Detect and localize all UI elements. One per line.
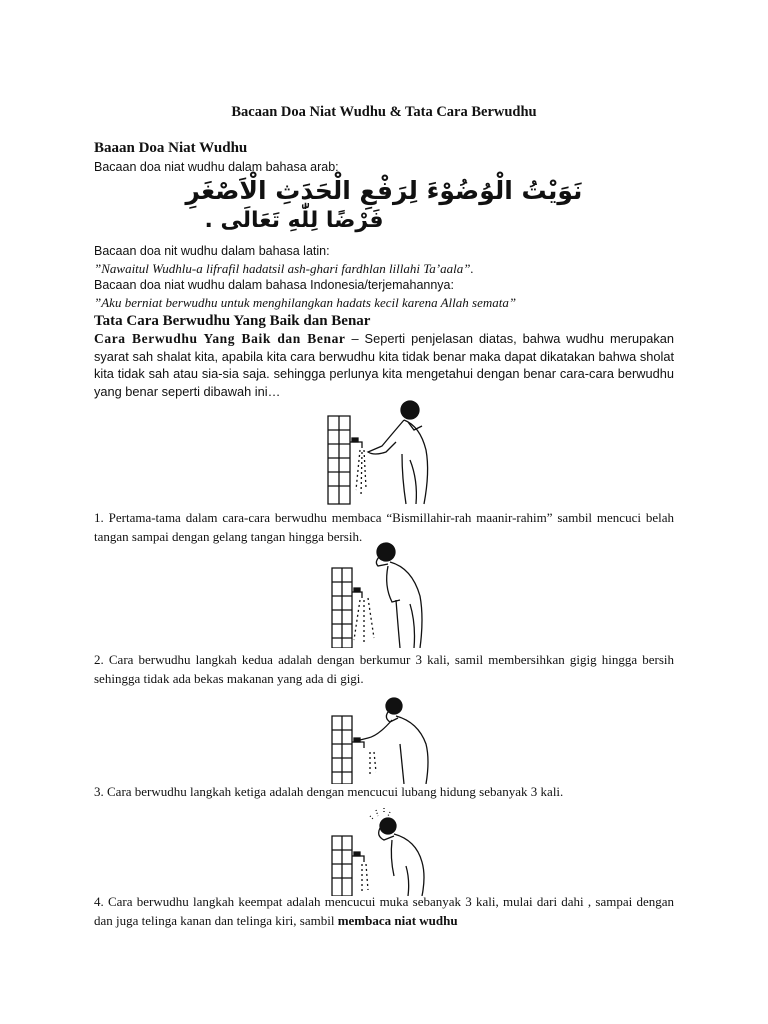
indo-text: ”Aku berniat berwudhu untuk menghilangkan hadats kecil karena Allah semata” xyxy=(94,295,517,310)
intro-lead: Cara Berwudhu Yang Baik dan Benar xyxy=(94,331,346,346)
intro-paragraph xyxy=(94,330,674,400)
step-4-text-bold: membaca niat wudhu xyxy=(337,913,458,928)
indo-label: Bacaan doa niat wudhu dalam bahasa Indonesia/terjemahannya: xyxy=(94,278,454,292)
arab-label: Bacaan doa niat wudhu dalam bahasa arab: xyxy=(94,160,339,174)
person-rinsing-mouth-icon xyxy=(330,540,440,648)
step-2-text: 2. Cara berwudhu langkah kedua adalah dengan berkumur 3 kali, samil membersihkan gigig hingga bersih sehingga tidak ada bekas makanan yang ada di gigi. xyxy=(94,652,674,686)
document-title: Bacaan Doa Niat Wudhu & Tata Cara Berwudhu xyxy=(231,104,537,120)
section-heading-tata-cara: Tata Cara Berwudhu Yang Baik dan Benar xyxy=(94,313,371,329)
step-4-text-main: 4. Cara berwudhu langkah keempat adalah mencucui muka sebanyak 3 kali, mulai dari dahi , sampai dengan dan juga telinga kanan dan telinga kiri, sambil xyxy=(94,894,674,928)
section-heading-niat: Baaan Doa Niat Wudhu xyxy=(94,140,248,156)
latin-text: ”Nawaitul Wudhlu-a lifrafil hadatsil ash-ghari fardhlan lillahi Ta’aala”. xyxy=(94,261,474,276)
arabic-line-2: فَرْضًا لِلّٰهِ تَعَالَى . xyxy=(204,208,384,233)
person-washing-hands-icon xyxy=(324,398,444,506)
step-1-text: 1. Pertama-tama dalam cara-cara berwudhu membaca “Bismillahir-rah maanir-rahim” sambil mencuci belah tangan sampai dengan gelang tangan hingga bersih. xyxy=(94,510,674,544)
arabic-line-1: نَوَيْتُ الْوُضُوْءَ لِرَفْعِ الْحَدَثِ الْاَصْغَرِ xyxy=(185,176,583,205)
person-washing-nose-icon xyxy=(330,694,440,784)
intro-text: – Seperti penjelasan diatas, bahwa wudhu merupakan syarat sah shalat kita, apabila kita cara berwudhu kita tidak benar maka dapat dikatakan bahwa sholat kita tidak sah atau sia-sia saja. sehingga perlunya kita mengetahui dengan benar cara-cara berwudhu yang benar seperti dibawah ini… xyxy=(94,331,674,399)
latin-label: Bacaan doa nit wudhu dalam bahasa latin: xyxy=(94,244,330,258)
step-4-text xyxy=(94,892,674,930)
step-3-text: 3. Cara berwudhu langkah ketiga adalah dengan mencucui lubang hidung sebanyak 3 kali. xyxy=(94,784,564,799)
person-washing-face-icon xyxy=(330,806,440,896)
